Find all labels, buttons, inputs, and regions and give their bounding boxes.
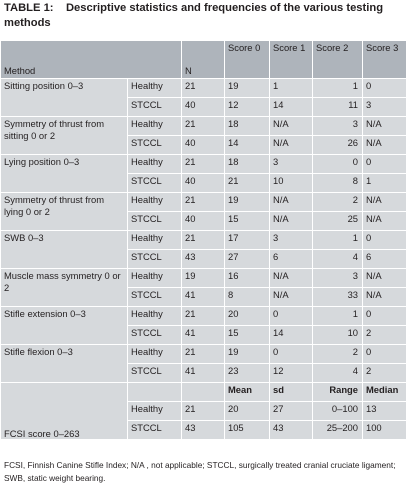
n-cell: 21 — [182, 402, 225, 421]
score-1-cell: N/A — [270, 193, 313, 212]
mean-cell: 105 — [225, 421, 270, 440]
caption-label: TABLE 1: — [4, 2, 54, 14]
group-cell: Healthy — [128, 231, 182, 250]
group-cell: Healthy — [128, 269, 182, 288]
group-cell: STCCL — [128, 326, 182, 345]
score-2-cell: 1 — [313, 307, 363, 326]
table-caption — [4, 1, 404, 31]
group-cell: STCCL — [128, 250, 182, 269]
score-0-cell: 17 — [225, 231, 270, 250]
score-3-cell: 0 — [363, 231, 407, 250]
score-0-cell: 15 — [225, 326, 270, 345]
table-row — [1, 155, 407, 174]
score-3-cell: 2 — [363, 364, 407, 383]
score-0-cell: 12 — [225, 98, 270, 117]
group-cell: Healthy — [128, 155, 182, 174]
mean-cell: 20 — [225, 402, 270, 421]
median-cell: 100 — [363, 421, 407, 440]
group-cell: STCCL — [128, 136, 182, 155]
header-score-3: Score 3 — [363, 41, 407, 79]
score-3-cell: 1 — [363, 174, 407, 193]
n-cell: 21 — [182, 193, 225, 212]
group-cell: STCCL — [128, 421, 182, 440]
n-cell: 41 — [182, 288, 225, 307]
n-cell: 41 — [182, 326, 225, 345]
score-0-cell: 21 — [225, 174, 270, 193]
score-0-cell: 19 — [225, 193, 270, 212]
n-cell: 21 — [182, 155, 225, 174]
group-cell: Healthy — [128, 307, 182, 326]
score-2-cell: 26 — [313, 136, 363, 155]
n-cell: 41 — [182, 364, 225, 383]
score-0-cell: 14 — [225, 136, 270, 155]
group-cell: Healthy — [128, 345, 182, 364]
n-cell: 43 — [182, 421, 225, 440]
score-0-cell: 19 — [225, 79, 270, 98]
n-cell: 40 — [182, 212, 225, 231]
score-2-cell: 3 — [313, 269, 363, 288]
score-1-cell: 0 — [270, 345, 313, 364]
score-0-cell: 23 — [225, 364, 270, 383]
group-cell: STCCL — [128, 98, 182, 117]
score-0-cell: 16 — [225, 269, 270, 288]
n-cell: 21 — [182, 231, 225, 250]
method-name: FCSI score 0–263 — [1, 383, 128, 440]
score-2-cell: 2 — [313, 193, 363, 212]
score-2-cell: 25 — [313, 212, 363, 231]
header-method: Method — [1, 41, 182, 79]
statistics-table — [0, 40, 407, 440]
table-row — [1, 79, 407, 98]
score-0-cell: 19 — [225, 345, 270, 364]
header-n: N — [182, 41, 225, 79]
n-cell: 21 — [182, 345, 225, 364]
range-cell: 25–200 — [313, 421, 363, 440]
method-name: SWB 0–3 — [1, 231, 128, 269]
group-cell: Healthy — [128, 193, 182, 212]
caption-text: Descriptive statistics and frequencies of the various testing methods — [4, 2, 384, 29]
n-cell: 21 — [182, 79, 225, 98]
table-body — [1, 79, 407, 440]
sd-cell: 27 — [270, 402, 313, 421]
group-cell: Healthy — [128, 117, 182, 136]
n-cell: 40 — [182, 136, 225, 155]
score-3-cell: 0 — [363, 307, 407, 326]
table-row — [1, 117, 407, 136]
method-name: Sitting position 0–3 — [1, 79, 128, 117]
score-2-cell: 33 — [313, 288, 363, 307]
score-1-cell: 0 — [270, 307, 313, 326]
n-cell: 19 — [182, 269, 225, 288]
table-footnote: FCSI, Finnish Canine Stifle Index; N/A , not applicable; STCCL, surgically treated cranial cruciate ligament; SWB, static weight bearing. — [4, 460, 396, 483]
score-1-cell: N/A — [270, 212, 313, 231]
score-3-cell: N/A — [363, 117, 407, 136]
group-cell: STCCL — [128, 174, 182, 193]
subheader-sd: sd — [270, 383, 313, 402]
score-3-cell: N/A — [363, 193, 407, 212]
median-cell: 13 — [363, 402, 407, 421]
score-2-cell: 1 — [313, 231, 363, 250]
range-cell: 0–100 — [313, 402, 363, 421]
table-row — [1, 269, 407, 288]
score-1-cell: N/A — [270, 288, 313, 307]
sd-cell: 43 — [270, 421, 313, 440]
score-1-cell: 3 — [270, 155, 313, 174]
score-0-cell: 18 — [225, 117, 270, 136]
statistics-table-container — [0, 40, 408, 440]
score-3-cell: 3 — [363, 98, 407, 117]
score-0-cell: 27 — [225, 250, 270, 269]
score-0-cell: 15 — [225, 212, 270, 231]
score-1-cell: N/A — [270, 269, 313, 288]
score-0-cell: 18 — [225, 155, 270, 174]
method-name: Symmetry of thrust from sitting 0 or 2 — [1, 117, 128, 155]
table-row — [1, 193, 407, 212]
score-3-cell: N/A — [363, 269, 407, 288]
score-3-cell: N/A — [363, 288, 407, 307]
n-cell: 40 — [182, 98, 225, 117]
method-name: Stifle extension 0–3 — [1, 307, 128, 345]
score-3-cell: N/A — [363, 212, 407, 231]
group-cell: STCCL — [128, 212, 182, 231]
table-row — [1, 307, 407, 326]
fcsi-subheader-row — [1, 383, 407, 402]
score-2-cell: 1 — [313, 79, 363, 98]
score-1-cell: 14 — [270, 98, 313, 117]
n-cell: 21 — [182, 307, 225, 326]
header-score-1: Score 1 — [270, 41, 313, 79]
subheader-mean: Mean — [225, 383, 270, 402]
score-2-cell: 0 — [313, 155, 363, 174]
score-1-cell: 10 — [270, 174, 313, 193]
score-1-cell: 1 — [270, 79, 313, 98]
score-1-cell: 14 — [270, 326, 313, 345]
score-3-cell: 0 — [363, 79, 407, 98]
group-cell: Healthy — [128, 79, 182, 98]
score-1-cell: 3 — [270, 231, 313, 250]
group-cell: STCCL — [128, 288, 182, 307]
subheader-median: Median — [363, 383, 407, 402]
score-2-cell: 11 — [313, 98, 363, 117]
score-1-cell: 12 — [270, 364, 313, 383]
score-0-cell: 8 — [225, 288, 270, 307]
score-2-cell: 8 — [313, 174, 363, 193]
method-name: Symmetry of thrust from lying 0 or 2 — [1, 193, 128, 231]
score-2-cell: 4 — [313, 250, 363, 269]
method-name: Muscle mass symmetry 0 or 2 — [1, 269, 128, 307]
score-1-cell: N/A — [270, 136, 313, 155]
score-2-cell: 4 — [313, 364, 363, 383]
table-row — [1, 231, 407, 250]
score-3-cell: 0 — [363, 155, 407, 174]
score-3-cell: 0 — [363, 345, 407, 364]
n-cell: 40 — [182, 174, 225, 193]
score-0-cell: 20 — [225, 307, 270, 326]
header-score-2: Score 2 — [313, 41, 363, 79]
score-2-cell: 3 — [313, 117, 363, 136]
score-1-cell: 6 — [270, 250, 313, 269]
subheader-range: Range — [313, 383, 363, 402]
empty-cell — [182, 383, 225, 402]
table-row — [1, 345, 407, 364]
group-cell: Healthy — [128, 402, 182, 421]
empty-cell — [128, 383, 182, 402]
score-3-cell: 2 — [363, 326, 407, 345]
score-1-cell: N/A — [270, 117, 313, 136]
header-score-0: Score 0 — [225, 41, 270, 79]
score-3-cell: N/A — [363, 136, 407, 155]
score-2-cell: 2 — [313, 345, 363, 364]
score-2-cell: 10 — [313, 326, 363, 345]
score-3-cell: 6 — [363, 250, 407, 269]
table-header — [1, 41, 407, 79]
method-name: Stifle flexion 0–3 — [1, 345, 128, 383]
n-cell: 43 — [182, 250, 225, 269]
group-cell: STCCL — [128, 364, 182, 383]
method-name: Lying position 0–3 — [1, 155, 128, 193]
n-cell: 21 — [182, 117, 225, 136]
